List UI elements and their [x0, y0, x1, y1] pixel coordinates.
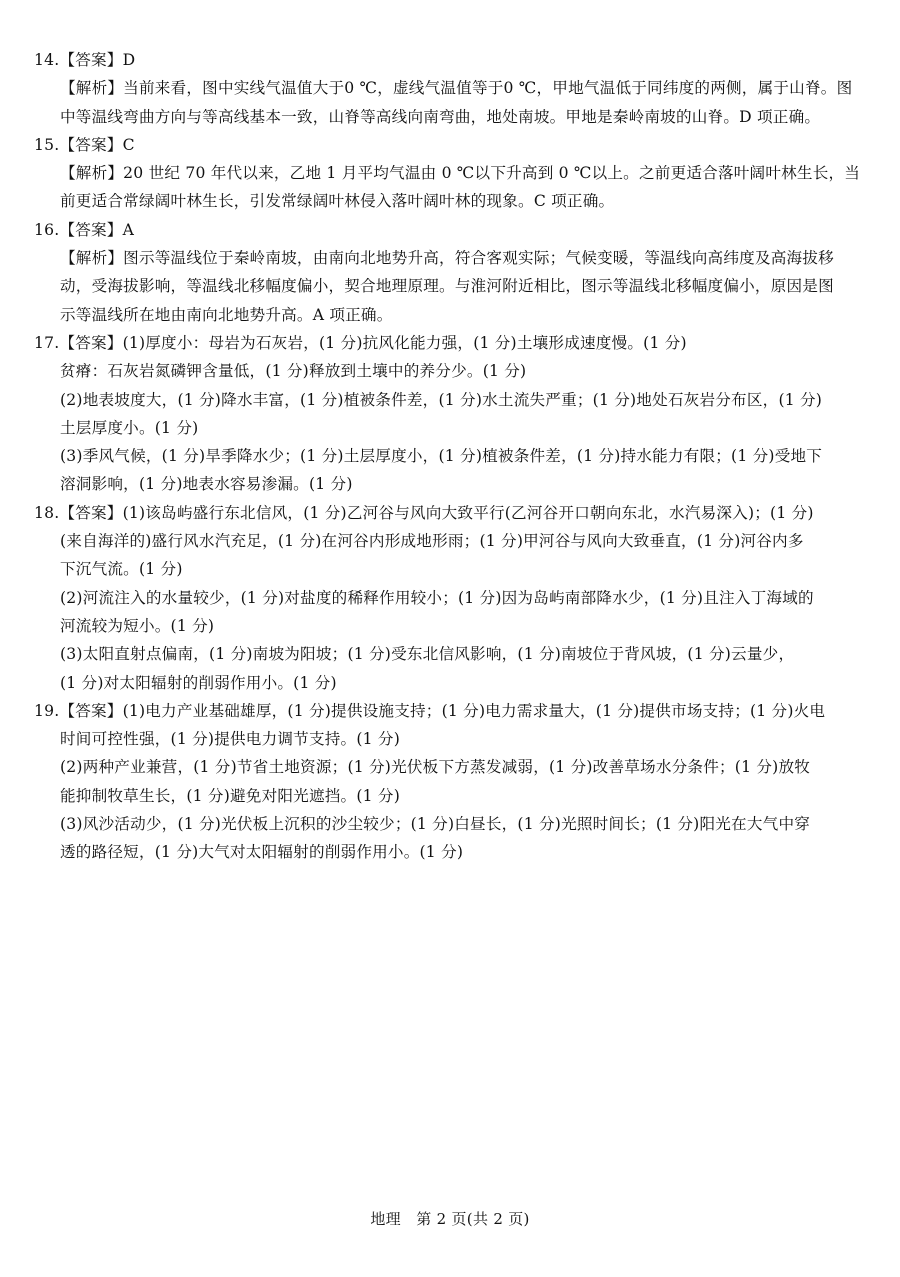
- q19-answer-line: 时间可控性强，(1 分)提供电力调节支持。(1 分): [60, 730, 400, 749]
- q19-answer-line: 19.【答案】(1)电力产业基础雄厚，(1 分)提供设施支持；(1 分)电力需求量大，(1 分)提供市场支持；(1 分)火电: [34, 701, 826, 720]
- q18-answer-line: (1 分)对太阳辐射的削弱作用小。(1 分): [60, 673, 337, 692]
- q17-answer-line: 溶洞影响，(1 分)地表水容易渗漏。(1 分): [60, 475, 353, 494]
- q16-analysis-line: 【解析】图示等温线位于秦岭南坡，由南向北地势升高，符合客观实际；气候变暖，等温线向高纬度及高海拔移: [60, 249, 834, 268]
- q19-answer-line: (3)风沙活动少，(1 分)光伏板上沉积的沙尘较少；(1 分)白昼长，(1 分)光照时间长；(1 分)阳光在大气中穿: [60, 815, 811, 834]
- q18-answer-line: (来自海洋的)盛行风水汽充足，(1 分)在河谷内形成地形雨；(1 分)甲河谷与风向大致垂直，(1 分)河谷内多: [60, 532, 804, 551]
- q18-answer-line: (2)河流注入的水量较少，(1 分)对盐度的稀释作用较小；(1 分)因为岛屿南部降水少，(1 分)且注入丁海域的: [60, 588, 814, 607]
- answer-key-body: [34, 46, 864, 867]
- q18-answer-line: 18.【答案】(1)该岛屿盛行东北信风，(1 分)乙河谷与风向大致平行(乙河谷开口朝向东北，水汽易深入)；(1 分): [34, 503, 814, 522]
- q18-answer-line: 下沉气流。(1 分): [60, 560, 183, 579]
- q16-analysis-line: 动，受海拔影响，等温线北移幅度偏小，契合地理原理。与淮河附近相比，图示等温线北移幅度偏小，原因是图: [60, 277, 834, 296]
- page-footer: 地理 第 2 页(共 2 页): [370, 1210, 530, 1228]
- q16-analysis-line: 示等温线所在地由南向北地势升高。A 项正确。: [60, 305, 393, 324]
- q17-answer-line: (2)地表坡度大，(1 分)降水丰富，(1 分)植被条件差，(1 分)水土流失严重；(1 分)地处石灰岩分布区，(1 分): [60, 390, 823, 409]
- q14-analysis-line: 【解析】当前来看，图中实线气温值大于0 ℃，虚线气温值等于0 ℃，甲地气温低于同纬度的两侧，属于山脊。图: [60, 79, 853, 98]
- q19-answer-line: (2)两种产业兼营，(1 分)节省土地资源；(1 分)光伏板下方蒸发减弱，(1 分)改善草场水分条件；(1 分)放牧: [60, 758, 811, 777]
- q17-answer-line: 17.【答案】(1)厚度小：母岩为石灰岩，(1 分)抗风化能力强，(1 分)土壤形成速度慢。(1 分): [34, 333, 687, 352]
- q19-answer-line: 能抑制牧草生长，(1 分)避免对阳光遮挡。(1 分): [60, 786, 400, 805]
- q18-answer-line: (3)太阳直射点偏南，(1 分)南坡为阳坡；(1 分)受东北信风影响，(1 分)南坡位于背风坡，(1 分)云量少，: [60, 645, 795, 664]
- q15-analysis-line: 【解析】20 世纪 70 年代以来，乙地 1 月平均气温由 0 ℃以下升高到 0 ℃以上。之前更适合落叶阔叶林生长，当: [60, 164, 861, 183]
- q14-answer-line: 14.【答案】D: [34, 51, 136, 69]
- q17-answer-line: 贫瘠：石灰岩氮磷钾含量低，(1 分)释放到土壤中的养分少。(1 分): [60, 362, 527, 381]
- q17-answer-line: (3)季风气候，(1 分)旱季降水少；(1 分)土层厚度小，(1 分)植被条件差，(1 分)持水能力有限；(1 分)受地下: [60, 447, 823, 466]
- q14-analysis-line: 中等温线弯曲方向与等高线基本一致，山脊等高线向南弯曲，地处南坡。甲地是秦岭南坡的山脊。D 项正确。: [60, 107, 821, 126]
- q19-answer-line: 透的路径短，(1 分)大气对太阳辐射的削弱作用小。(1 分): [60, 843, 464, 862]
- q15-analysis-line: 前更适合常绿阔叶林生长，引发常绿阔叶林侵入落叶阔叶林的现象。C 项正确。: [60, 192, 615, 211]
- q15-answer-line: 15.【答案】C: [34, 135, 135, 154]
- q18-answer-line: 河流较为短小。(1 分): [60, 616, 215, 635]
- q17-answer-line: 土层厚度小。(1 分): [60, 418, 199, 437]
- q16-answer-line: 16.【答案】A: [34, 220, 135, 239]
